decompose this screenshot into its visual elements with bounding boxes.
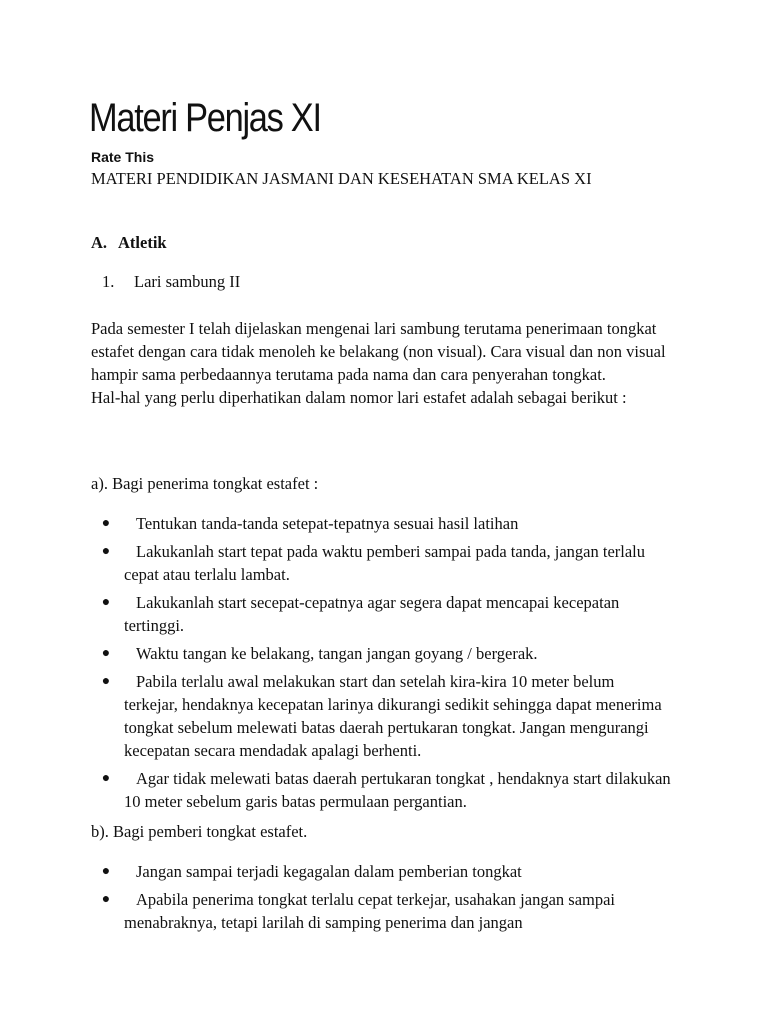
- list-item-text: Waktu tangan ke belakang, tangan jangan goyang / bergerak.: [136, 644, 538, 663]
- list-item: [91, 860, 671, 883]
- bullet-icon: ●: [101, 674, 111, 689]
- list-item: [91, 591, 671, 637]
- bullet-list-pemberi: [91, 860, 671, 939]
- list-item: [91, 767, 671, 813]
- list-item: [91, 512, 671, 535]
- section-number: A.: [91, 233, 108, 252]
- list-item-text: Agar tidak melewati batas daerah pertukaran tongkat , hendaknya start dilakukan 10 meter sebelum garis batas permulaan pergantian.: [124, 769, 671, 811]
- list-item-text: Lakukanlah start secepat-cepatnya agar segera dapat mencapai kecepatan tertinggi.: [124, 593, 620, 635]
- bullet-icon: ●: [101, 864, 111, 879]
- page-title: Materi Penjas XI: [89, 96, 321, 140]
- list-item-text: Jangan sampai terjadi kegagalan dalam pemberian tongkat: [136, 862, 522, 881]
- item-number: 1.: [102, 272, 115, 291]
- list-item-text: Pabila terlalu awal melakukan start dan setelah kira-kira 10 meter belum terkejar, hendaknya kecepatan larinya dikurangi sedikit sehingga dapat menerima tongkat sebelum melewati batas daerah pertukaran tongkat. Jangan mengurangi kecepatan secara mendadak apalagi berhenti.: [124, 672, 662, 760]
- paragraph-text: Pada semester I telah dijelaskan mengenai lari sambung terutama penerimaan tongkat estafet dengan cara tidak menoleh ke belakang (non visual). Cara visual dan non visual hampir sama perbedaannya terutama pada nama dan cara penyerahan tongkat.: [91, 319, 666, 384]
- list-item-text: Lakukanlah start tepat pada waktu pemberi sampai pada tanda, jangan terlalu cepat atau terlalu lambat.: [124, 542, 646, 584]
- item-label: Lari sambung II: [134, 272, 241, 291]
- numbered-item-lari-sambung: [102, 270, 240, 293]
- bullet-icon: ●: [101, 516, 111, 531]
- list-item-text: Tentukan tanda-tanda setepat-tepatnya sesuai hasil latihan: [136, 514, 519, 533]
- main-heading: MATERI PENDIDIKAN JASMANI DAN KESEHATAN SMA KELAS XI: [91, 169, 592, 188]
- list-item: [91, 888, 671, 934]
- rate-this-link[interactable]: Rate This: [91, 149, 155, 165]
- bullet-icon: ●: [101, 544, 111, 559]
- list-item: [91, 670, 671, 762]
- bullet-icon: ●: [101, 892, 111, 907]
- subheading-penerima: a). Bagi penerima tongkat estafet :: [91, 474, 319, 493]
- bullet-icon: ●: [101, 595, 111, 610]
- list-item: [91, 540, 671, 586]
- paragraph-text: Hal-hal yang perlu diperhatikan dalam nomor lari estafet adalah sebagai berikut :: [91, 388, 627, 407]
- section-label: Atletik: [118, 233, 167, 252]
- subheading-pemberi: b). Bagi pemberi tongkat estafet.: [91, 822, 308, 841]
- intro-paragraph: [91, 317, 671, 409]
- section-heading-atletik: [91, 231, 167, 254]
- list-item-text: Apabila penerima tongkat terlalu cepat terkejar, usahakan jangan sampai menabraknya, tetapi larilah di samping penerima dan jangan: [124, 890, 616, 932]
- bullet-list-penerima: [91, 512, 671, 818]
- bullet-icon: ●: [101, 646, 111, 661]
- bullet-icon: ●: [101, 771, 111, 786]
- list-item: [91, 642, 671, 665]
